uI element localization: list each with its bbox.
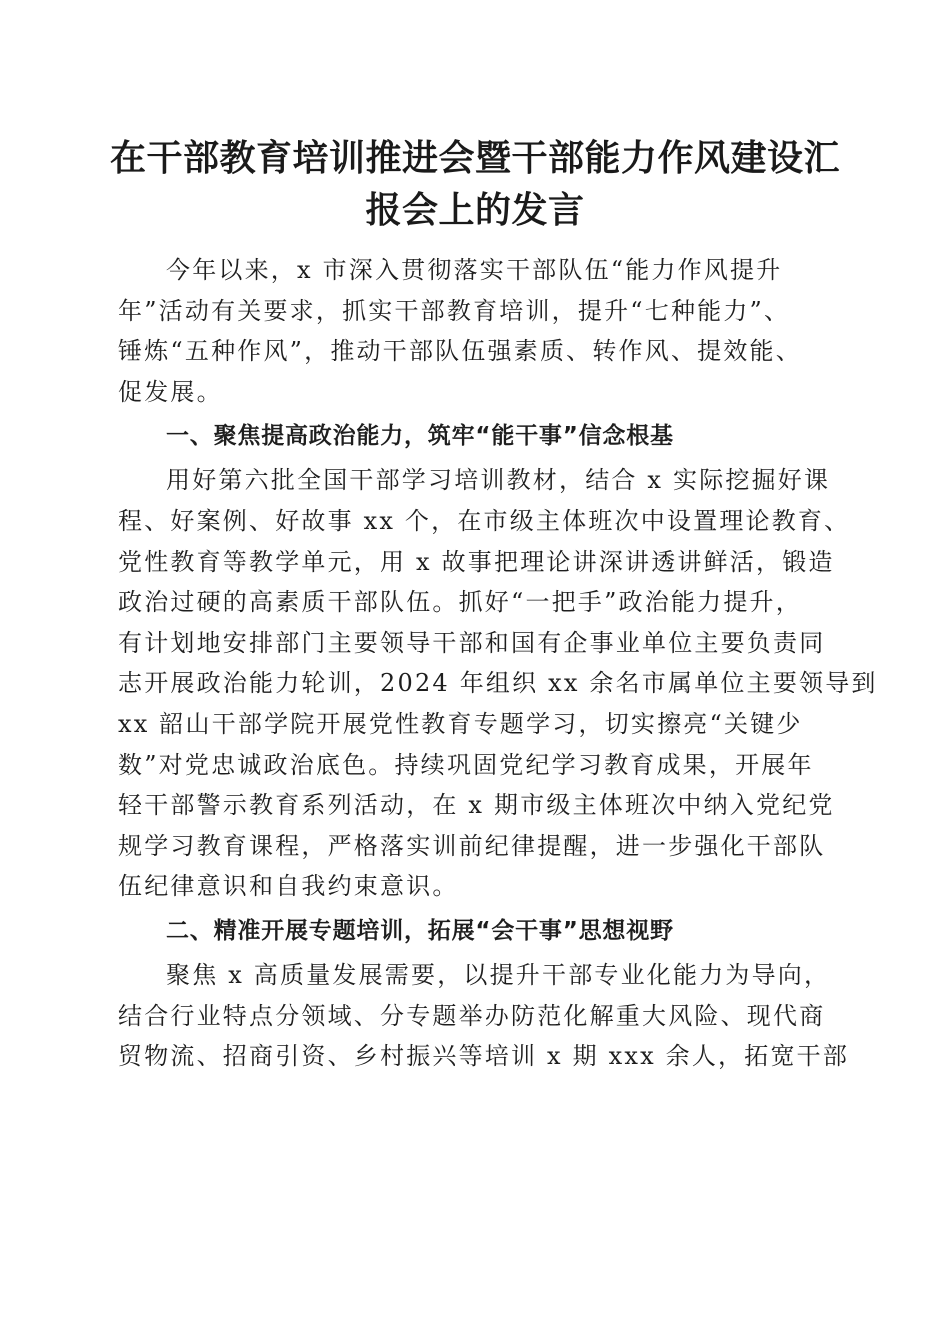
paragraph-line: 志开展政治能力轮训，2024 年组织 xx 余名市属单位主要领导到 (118, 669, 878, 698)
paragraph-line: 规学习教育课程，严格落实训前纪律提醒，进一步强化干部队 (118, 831, 826, 860)
section-heading-2: 二、精准开展专题培训，拓展“会干事”思想视野 (166, 917, 674, 944)
paragraph-line: 结合行业特点分领域、分专题举办防范化解重大风险、现代商 (118, 1001, 826, 1030)
paragraph-line: 贸物流、招商引资、乡村振兴等培训 x 期 xxx 余人，拓宽干部 (118, 1042, 850, 1071)
title-line: 报会上的发言 (365, 189, 585, 231)
paragraph-line: 党性教育等教学单元，用 x 故事把理论讲深讲透讲鲜活，锻造 (118, 547, 835, 576)
paragraph-line: 轻干部警示教育系列活动，在 x 期市级主体班次中纳入党纪党 (118, 791, 835, 820)
paragraph-line: xx 韶山干部学院开展党性教育专题学习，切实擦亮“关键少 (118, 709, 803, 738)
section-2-paragraph (118, 955, 850, 1077)
paragraph-line: 程、好案例、好故事 xx 个，在市级主体班次中设置理论教育、 (118, 506, 851, 535)
section-heading-1: 一、聚焦提高政治能力，筑牢“能干事”信念根基 (166, 423, 674, 450)
paragraph-line: 有计划地安排部门主要领导干部和国有企事业单位主要负责同 (118, 628, 826, 657)
paragraph-line: 数”对党忠诚政治底色。持续巩固党纪学习教育成果，开展年 (118, 750, 814, 779)
paragraph-line: 政治过硬的高素质干部队伍。抓好“一把手”政治能力提升， (118, 588, 802, 617)
paragraph-line: 伍纪律意识和自我约束意识。 (118, 872, 459, 901)
title-line: 在干部教育培训推进会暨干部能力作风建设汇 (110, 137, 841, 179)
paragraph-line: 用好第六批全国干部学习培训教材，结合 x 实际挖掘好课 (166, 466, 831, 495)
paragraph-line: 今年以来，x 市深入贯彻落实干部队伍“能力作风提升 (166, 256, 783, 284)
paragraph-line: 锤炼“五种作风”，推动干部队伍强素质、转作风、提效能、 (118, 337, 802, 366)
intro-paragraph (118, 250, 824, 412)
document-body (118, 250, 878, 1077)
section-1-paragraph (118, 460, 878, 907)
paragraph-line: 促发展。 (118, 377, 223, 406)
paragraph-line: 年”活动有关要求，抓实干部教育培训，提升“七种能力”、 (118, 296, 791, 325)
paragraph-line: 聚焦 x 高质量发展需要，以提升干部专业化能力为导向， (166, 960, 831, 989)
document-title (110, 132, 840, 236)
